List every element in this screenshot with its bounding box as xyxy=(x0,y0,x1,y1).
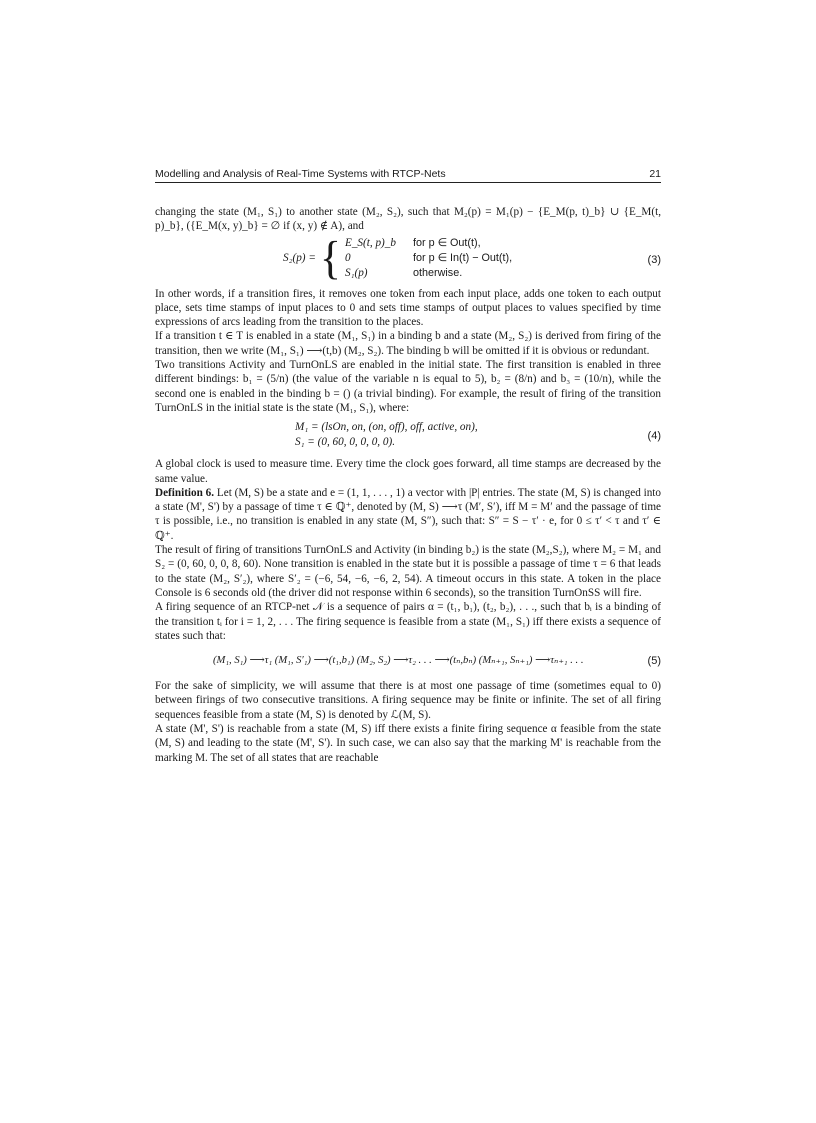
equation-number-4: (4) xyxy=(647,430,661,443)
eq3-expr-1: E_S(t, p)_b xyxy=(345,237,396,250)
paragraph-10: A state (M', S') is reachable from a state (M, S) iff there exists a finite firing sequence α feasible from the state (M, S) and leading to the state (M', S'). In such case, we can also say that the marking M' is reachable from the marking M. The set of all states that are reachable xyxy=(155,723,661,764)
eq3-cond-1: for p ∈ Out(t), xyxy=(413,237,481,250)
paragraph-4: Two transitions Activity and TurnOnLS are enabled in the initial state. The first transition is enabled in three different bindings: b₁ = (5/n) (the value of the variable n is equal to 5), b₂ = (8/n) and b₃ = (10/n), while the second one is enabled in the binding b = () (a trivial binding). For example, the result of firing of the transition TurnOnLS in the initial state is the state (M₁, S₁), where: xyxy=(155,359,661,414)
paragraph-6 xyxy=(155,486,661,543)
running-header xyxy=(155,164,661,180)
running-title: Modelling and Analysis of Real-Time Systems with RTCP-Nets xyxy=(155,168,446,180)
left-brace: { xyxy=(319,232,341,284)
cases-block xyxy=(283,232,661,284)
eq5-expr: (M₁, S₁) ⟶τ₁ (M₁, S′₁) ⟶(t₁,b₁) (M₂, S₂) ⟶τ₂ . . . ⟶(tₙ,bₙ) (Mₙ₊₁, Sₙ₊₁) ⟶τₙ₊₁ . . . xyxy=(213,655,584,667)
equation-5 xyxy=(155,648,661,674)
page-body xyxy=(155,205,661,765)
header-rule xyxy=(155,182,661,183)
paragraph-8: A firing sequence of an RTCP-net 𝒩 is a sequence of pairs α = (t₁, b₁), (t₂, b₂), . . ., such that bᵢ is a binding of the transition tᵢ for i = 1, 2, . . . The firing sequence is feasible from a state (M₁, S₁) iff there exists a sequence of states such that: xyxy=(155,601,661,642)
paragraph-5: A global clock is used to measure time. Every time the clock goes forward, all time stamps are decreased by the same value. xyxy=(155,458,661,485)
paragraph-3: If a transition t ∈ T is enabled in a state (M₁, S₁) in a binding b and a state (M₂, S₂) is derived from firing of the transition, then we write (M₁, S₁) ⟶(t,b) (M₂, S₂). The binding b will be omitted if it is obvious or redundant. xyxy=(155,330,661,357)
paragraph-9: For the sake of simplicity, we will assume that there is at most one passage of time (sometimes equal to 0) between firings of two consecutive transitions. A firing sequence may be finite or infinite. The set of all firing sequences feasible from a state (M, S) is denoted by ℒ(M, S). xyxy=(155,680,661,721)
paragraph-2: In other words, if a transition fires, it removes one token from each input place, adds one token to each output place, sets time stamps of input places to 0 and sets time stamps of output places to values specified by time expressions of arcs leading from the transition to the places. xyxy=(155,287,661,329)
paragraph-1: changing the state (M₁, S₁) to another state (M₂, S₂), such that M₂(p) = M₁(p) − {E_M(p, t)_b} ∪ {E_M(t, p)_b}, ({E_M(x, y)_b} = ∅ if (x, y) ∉ A), and xyxy=(155,206,661,233)
eq4-line-2: S₁ = (0, 60, 0, 0, 0, 0). xyxy=(295,435,395,448)
paragraph-7: The result of firing of transitions TurnOnLS and Activity (in binding b₂) is the state (M₂,S₂), where M₂ = M₁ and S₂ = (0, 60, 0, 0, 8, 60). None transition is enabled in the state but it is possible a passage of time τ = 6 that leads to the state (M₂, S′₂), where S′₂ = (−6, 54, −6, −6, 2, 54). A timeout occurs in this state. A token in the place Console is 6 seconds old (the driver did not response within 6 seconds), so the transition TurnOnSS will fire. xyxy=(155,544,661,599)
eq3-cases xyxy=(345,237,512,281)
eq3-cond-2: for p ∈ In(t) − Out(t), xyxy=(413,252,513,265)
equation-3 xyxy=(155,232,661,284)
eq3-cond-3: otherwise. xyxy=(413,266,463,279)
equation-4 xyxy=(155,420,661,452)
eq4-line-1: M₁ = (lsOn, on, (on, off), off, active, on), xyxy=(295,421,478,434)
eq3-lhs: S₂(p) = xyxy=(283,252,316,265)
page-number: 21 xyxy=(649,168,661,180)
eq3-expr-2: 0 xyxy=(345,252,351,265)
equation-number-3: (3) xyxy=(647,253,661,266)
definition-label: Definition 6. xyxy=(155,486,215,499)
eq3-expr-3: S₁(p) xyxy=(345,266,368,279)
equation-number-5: (5) xyxy=(647,654,661,667)
definition-text: Let (M, S) be a state and e = (1, 1, . . . , 1) a vector with |P| entries. The state (M, S) is changed into a state (M', S') by a passage of time τ ∈ ℚ⁺, denoted by (M, S) ⟶τ (M′, S′), iff M = M′ and the passage of time τ is possible, i.e., no transition is enabled in any state (M, S″), such that: S″ = S − τ′ · e, for 0 ≤ τ′ < τ and τ′ ∈ ℚ⁺. xyxy=(155,486,662,542)
